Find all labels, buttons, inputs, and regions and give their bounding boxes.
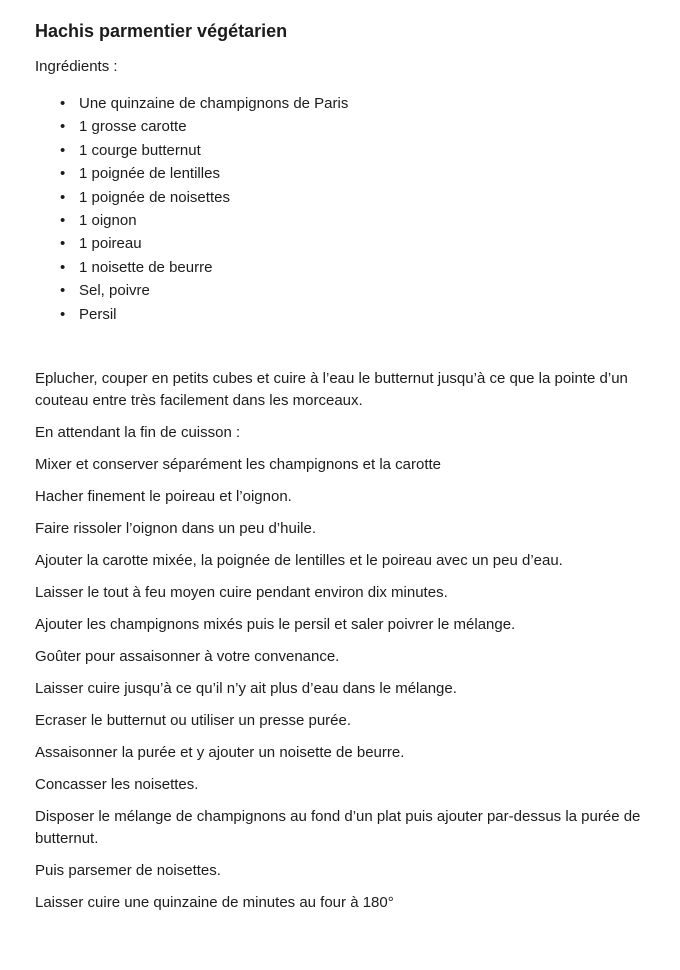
recipe-step: Laisser cuire jusqu’à ce qu’il n’y ait plus d’eau dans le mélange. xyxy=(35,680,457,698)
recipe-step: Puis parsemer de noisettes. xyxy=(35,862,221,880)
ingredient-item xyxy=(35,303,647,326)
ingredient-label: 1 oignon xyxy=(79,212,137,230)
recipe-title: Hachis parmentier végétarien xyxy=(35,21,288,41)
bullet-icon: • xyxy=(60,212,66,230)
recipe-step: Laisser cuire une quinzaine de minutes au four à 180° xyxy=(35,894,394,912)
bullet-icon: • xyxy=(60,235,66,253)
recipe-step: Hacher finement le poireau et l’oignon. xyxy=(35,488,292,506)
ingredient-label: Une quinzaine de champignons de Paris xyxy=(79,95,349,112)
recipe-step: Eplucher, couper en petits cubes et cuire à l’eau le butternut jusqu’à ce que la pointe d’un couteau entre très facilement dans les morceaux. xyxy=(35,370,628,410)
recipe-step: Assaisonner la purée et y ajouter un noisette de beurre. xyxy=(35,744,405,762)
ingredient-label: Sel, poivre xyxy=(79,282,150,300)
ingredient-label: 1 poignée de lentilles xyxy=(79,165,220,183)
ingredient-label: 1 noisette de beurre xyxy=(79,258,213,276)
ingredient-label: 1 courge butternut xyxy=(79,141,201,159)
ingredient-label: 1 poignée de noisettes xyxy=(79,188,230,206)
recipe-step: Ajouter la carotte mixée, la poignée de lentilles et le poireau avec un peu d’eau. xyxy=(35,552,563,570)
ingredient-item xyxy=(35,139,647,162)
ingredient-item xyxy=(35,279,647,302)
bullet-icon: • xyxy=(60,165,66,183)
ingredients-heading: Ingrédients : xyxy=(35,58,118,75)
bullet-icon: • xyxy=(60,188,66,206)
recipe-step: Faire rissoler l’oignon dans un peu d’huile. xyxy=(35,520,317,538)
recipe-step: Laisser le tout à feu moyen cuire pendant environ dix minutes. xyxy=(35,584,448,602)
bullet-icon: • xyxy=(60,258,66,276)
ingredient-label: 1 grosse carotte xyxy=(79,118,187,136)
recipe-step: Mixer et conserver séparément les champignons et la carotte xyxy=(35,456,442,474)
ingredient-label: 1 poireau xyxy=(79,235,142,253)
bullet-icon: • xyxy=(60,282,66,300)
ingredient-item xyxy=(35,115,647,138)
bullet-icon: • xyxy=(60,118,66,136)
ingredient-item xyxy=(35,92,647,115)
ingredients-list xyxy=(35,92,647,326)
recipe-step: Concasser les noisettes. xyxy=(35,776,199,794)
ingredient-item xyxy=(35,232,647,255)
ingredient-label: Persil xyxy=(79,305,117,323)
ingredient-item xyxy=(35,209,647,232)
recipe-step: Ecraser le butternut ou utiliser un presse purée. xyxy=(35,712,352,730)
ingredient-item xyxy=(35,256,647,279)
recipe-step: En attendant la fin de cuisson : xyxy=(35,424,241,442)
ingredient-item xyxy=(35,162,647,185)
bullet-icon: • xyxy=(60,305,66,323)
bullet-icon: • xyxy=(60,95,66,112)
recipe-step: Ajouter les champignons mixés puis le persil et saler poivrer le mélange. xyxy=(35,616,516,634)
recipe-steps xyxy=(35,368,647,914)
recipe-step: Disposer le mélange de champignons au fond d’un plat puis ajouter par-dessus la purée de butternut. xyxy=(35,808,641,848)
bullet-icon: • xyxy=(60,141,66,159)
recipe-step: Goûter pour assaisonner à votre convenance. xyxy=(35,648,340,666)
ingredient-item xyxy=(35,186,647,209)
